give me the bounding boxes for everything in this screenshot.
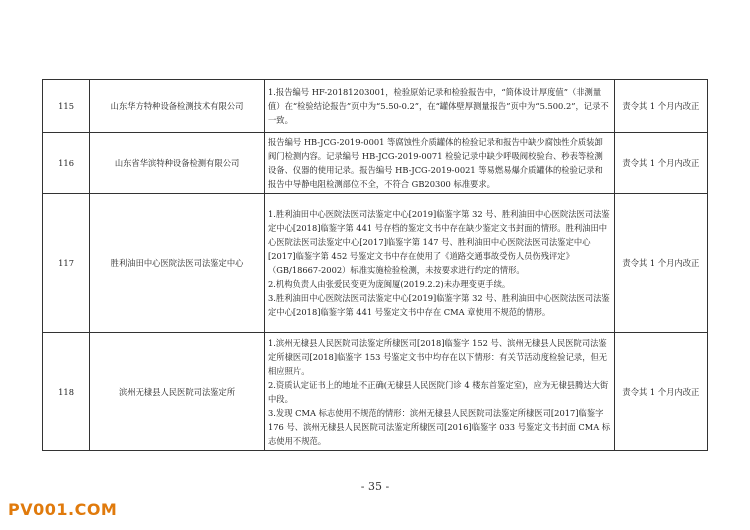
issue-text: 3.胜利油田中心医院法医司法鉴定中心[2019]临鉴字第 32 号、胜利油田中心医院法医司法鉴定中心[2018]临鉴字第 441 号鉴定文书中存在 CMA 章使用不规范的情形。 bbox=[268, 293, 610, 317]
issue-text: 2.机构负责人由张爱民变更为庞闽厦(2019.2.2)未办理变更手续。 bbox=[268, 279, 511, 289]
issue-text: 报告编号 HB-JCG-2019-0001 等腐蚀性介质罐体的检验记录和报告中缺少腐蚀性介质装卸阀门检测内容。记录编号 HB-JCG-2019-0071 检验记录中缺少呼吸阀校验台、秒表等检测设备、仪器的使用记录。报告编号 HB-JCG-2019-0021 等易燃易爆介质罐体的检验记录和报告中导静电阻检测部位不全，不符合 GB20300 标准要求。 bbox=[268, 137, 603, 189]
issue-text: 3.发现 CMA 标志使用不规范的情形：滨州无棣县人民医院司法鉴定所棣医司[2017]临鉴字 176 号、滨州无棣县人民医院司法鉴定所棣医司[2016]临鉴字 033 号鉴定文书封面 CMA 标志使用不规范。 bbox=[268, 407, 611, 446]
row-number: 118 bbox=[43, 333, 90, 451]
table-row bbox=[43, 333, 708, 451]
action-cell: 责令其 1 个月内改正 bbox=[614, 133, 707, 194]
organization-name: 山东省华滨特种设备检测有限公司 bbox=[90, 133, 265, 194]
organization-name: 胜利油田中心医院法医司法鉴定中心 bbox=[90, 194, 265, 333]
inspection-table bbox=[42, 79, 708, 451]
table-row bbox=[43, 133, 708, 194]
table-row bbox=[43, 80, 708, 133]
issue-cell bbox=[265, 80, 615, 133]
issue-text: 2.资质认定证书上的地址不正确(无棣县人民医院门诊 4 楼东首鉴定室)，应为无棣县腾达大街中段。 bbox=[268, 379, 609, 404]
organization-name: 滨州无棣县人民医院司法鉴定所 bbox=[90, 333, 265, 451]
issue-text: 1.报告编号 HF-20181203001，检验原始记录和检验报告中，“简体设计厚度值”（非测量值）在“检验结论报告”页中为“5.50-0.2”，在“罐体壁厚测量报告”页中为“5.500.2”，记录不一致。 bbox=[268, 87, 609, 125]
action-cell: 责令其 1 个月内改正 bbox=[614, 80, 707, 133]
page-number: - 35 - bbox=[360, 480, 390, 493]
table-row bbox=[43, 194, 708, 333]
action-cell: 责令其 1 个月内改正 bbox=[614, 194, 707, 333]
row-number: 115 bbox=[43, 80, 90, 133]
action-cell: 责令其 1 个月内改正 bbox=[614, 333, 707, 451]
watermark-text: PV001.COM bbox=[8, 500, 118, 519]
issue-cell bbox=[265, 133, 615, 194]
issue-text: 1.胜利油田中心医院法医司法鉴定中心[2019]临鉴字第 32 号、胜利油田中心医院法医司法鉴定中心[2018]临鉴字第 441 号存档的鉴定文书中存在缺少鉴定文书封面的情形。胜利油田中心医院法医司法鉴定中心[2017]临鉴字第 147 号、胜利油田中心医院法医司法鉴定中心[2017]临鉴字第 452 号鉴定文书中存在使用了《道路交通事故受伤人员伤残评定》（GB/18667-2002）标准实施检验检测，未按要求进行约定的情形。 bbox=[268, 209, 610, 275]
organization-name: 山东华方特种设备检测技术有限公司 bbox=[90, 80, 265, 133]
issue-text: 1.滨州无棣县人民医院司法鉴定所棣医司[2018]临鉴字 152 号、滨州无棣县人民医院司法鉴定所棣医司[2018]临鉴字 153 号鉴定文书中均存在以下情形：有关节活动度检验记录，但无相应照片。 bbox=[268, 337, 608, 376]
issue-cell bbox=[265, 333, 615, 451]
row-number: 117 bbox=[43, 194, 90, 333]
issue-cell bbox=[265, 194, 615, 333]
row-number: 116 bbox=[43, 133, 90, 194]
